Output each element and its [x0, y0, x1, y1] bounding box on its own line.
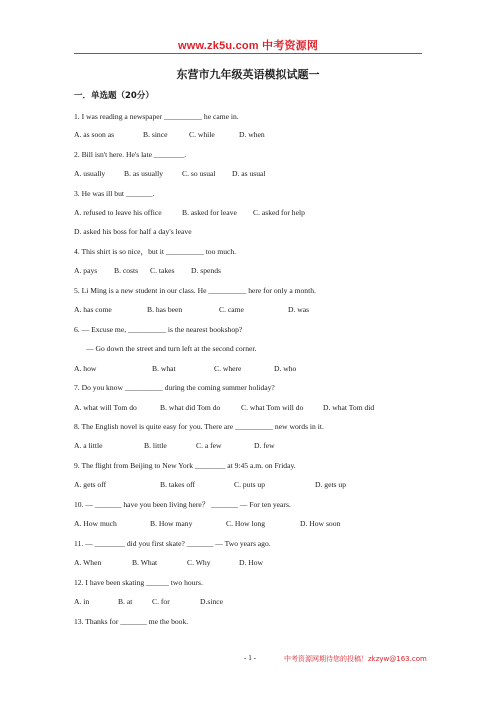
- question-2-option-d: D. as usual: [232, 169, 266, 178]
- question-7-option-c: C. what Tom will do: [241, 403, 304, 412]
- question-13-stem: 13. Thanks for _______ me the book.: [74, 617, 189, 626]
- question-11-option-d: D. How: [239, 558, 264, 567]
- question-4-option-d: D. spends: [191, 266, 221, 275]
- question-4-stem: 4. This shirt is so nice，but it __________ too much.: [74, 247, 237, 256]
- question-12-stem: 12. I have been skating ______ two hours.: [74, 578, 203, 587]
- question-8-stem: 8. The English novel is quite easy for you. There are __________ new words in it.: [74, 422, 324, 431]
- question-4-option-a: A. pays: [74, 266, 98, 275]
- question-3-option-c: C. asked for help: [253, 208, 305, 217]
- question-5-stem: 5. Li Ming is a new student in our class. He __________ here for only a month.: [74, 286, 316, 295]
- footer-note[interactable]: 中考资源网期待您的投稿！zkzyw@163.com: [284, 655, 427, 663]
- question-9-option-d: D. gets up: [315, 480, 347, 489]
- question-2-option-a: A. usually: [74, 169, 106, 178]
- question-11-option-b: B. What: [132, 558, 158, 567]
- question-2-option-b: B. as usually: [124, 169, 164, 178]
- question-12-option-a: A. in: [74, 597, 90, 606]
- question-4-option-c: C. takes: [150, 266, 175, 275]
- question-6-option-a: A. how: [74, 364, 97, 373]
- question-7-option-b: B. what did Tom do: [160, 403, 221, 412]
- question-1-option-a: A. as soon as: [74, 130, 115, 139]
- question-10-option-c: C. How long: [226, 519, 266, 528]
- question-1-option-d: D. when: [239, 130, 265, 139]
- question-10-option-b: B. How many: [150, 519, 193, 528]
- question-7-option-a: A. what will Tom do: [74, 403, 137, 412]
- header-rule: [74, 53, 422, 54]
- site-header[interactable]: www.zk5u.com 中考资源网: [177, 40, 319, 52]
- question-1-option-b: B. since: [143, 130, 168, 139]
- question-2-stem: 2. Bill isn't here. He's late ________.: [74, 150, 187, 159]
- question-9-stem: 9. The flight from Beijing to New York ________ at 9:45 a.m. on Friday.: [74, 461, 296, 470]
- question-12-option-b: B. at: [118, 597, 133, 606]
- question-2-option-c: C. so usual: [182, 169, 216, 178]
- question-4-option-b: B. costs: [114, 266, 139, 275]
- question-11-stem: 11. — ________ did you first skate? _______ — Two years ago.: [74, 539, 271, 548]
- question-5-option-a: A. has come: [74, 305, 112, 314]
- question-11-option-c: C. Why: [187, 558, 211, 567]
- question-1-option-c: C. while: [189, 130, 215, 139]
- question-7-option-d: D. what Tom did: [323, 403, 375, 412]
- question-6-reply: — Go down the street and turn left at the second corner.: [86, 344, 257, 353]
- question-10-option-a: A. How much: [74, 519, 117, 528]
- question-12-option-d: D.since: [200, 597, 223, 606]
- question-5-option-d: D. was: [288, 305, 310, 314]
- question-8-option-b: B. little: [144, 441, 167, 450]
- question-8-option-a: A. a little: [74, 441, 103, 450]
- question-6-stem: 6. — Excuse me, __________ is the nearest bookshop?: [74, 325, 243, 334]
- page-number: - 1 -: [244, 654, 256, 662]
- question-9-option-b: B. takes off: [160, 480, 196, 489]
- page-title: 东营市九年级英语模拟试题一: [176, 68, 320, 81]
- question-10-option-d: D. How soon: [300, 519, 341, 528]
- question-10-stem: 10. — _______ have you been living here？ _______ — For ten years.: [74, 500, 291, 509]
- question-12-option-c: C. for: [152, 597, 170, 606]
- question-9-option-a: A. gets off: [74, 480, 107, 489]
- question-9-option-c: C. puts up: [234, 480, 266, 489]
- question-1-stem: 1. I was reading a newspaper __________ he came in.: [74, 112, 239, 121]
- question-3-option-d: D. asked his boss for half a day's leave: [74, 227, 192, 236]
- question-7-stem: 7. Do you know __________ during the coming summer holiday?: [74, 383, 275, 392]
- question-3-option-b: B. asked for leave: [182, 208, 237, 217]
- question-3-option-a: A. refused to leave his office: [74, 208, 162, 217]
- question-5-option-c: C. came: [219, 305, 244, 314]
- question-3-stem: 3. He was ill but _______.: [74, 189, 155, 198]
- question-8-option-c: C. a few: [196, 441, 222, 450]
- question-5-option-b: B. has been: [147, 305, 183, 314]
- question-6-option-c: C. where: [214, 364, 242, 373]
- question-6-option-d: D. who: [274, 364, 297, 373]
- question-6-option-b: B. what: [152, 364, 176, 373]
- section-heading: 一．单选题（20分）: [74, 91, 154, 101]
- question-8-option-d: D. few: [254, 441, 275, 450]
- question-11-option-a: A. When: [74, 558, 102, 567]
